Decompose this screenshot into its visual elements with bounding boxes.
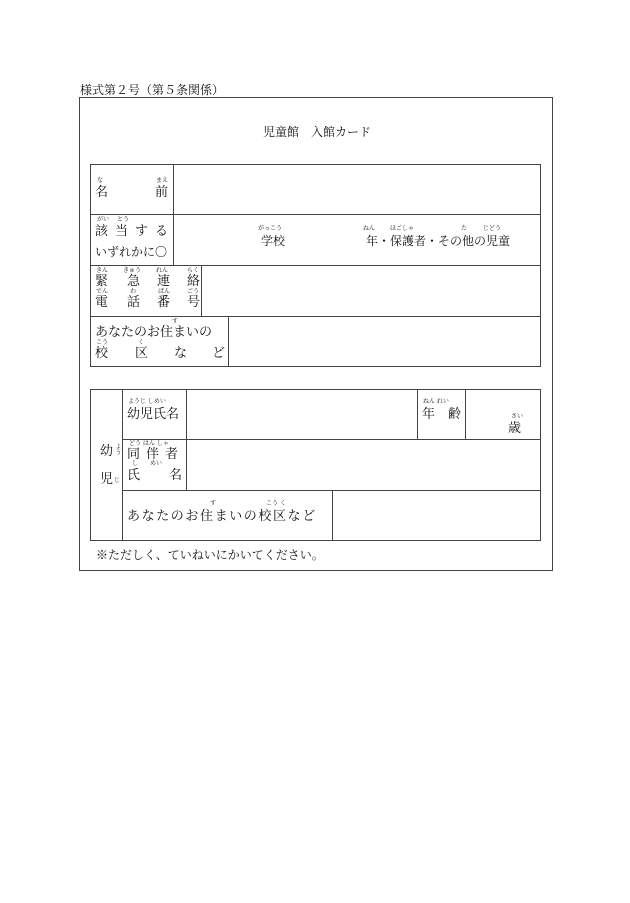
instruction-note: ※ただしく、ていねいにかいてください。 (96, 548, 324, 562)
school-option: 学校 (261, 234, 286, 248)
address-input-area[interactable] (230, 318, 539, 365)
grade-options: 年・保護者・その他の児童 (366, 234, 511, 248)
emergency-phone-input-area[interactable] (203, 267, 539, 314)
companion-name-input-area[interactable] (188, 441, 539, 489)
age-unit: 歳 (508, 421, 522, 436)
form-title: 児童館 入館カード (263, 125, 372, 139)
infant-address-input-area[interactable] (334, 492, 539, 539)
infant-name-input-area[interactable] (188, 391, 416, 438)
name-input-area[interactable] (175, 166, 539, 213)
form-number: 様式第２号（第５条関係） (80, 83, 225, 97)
